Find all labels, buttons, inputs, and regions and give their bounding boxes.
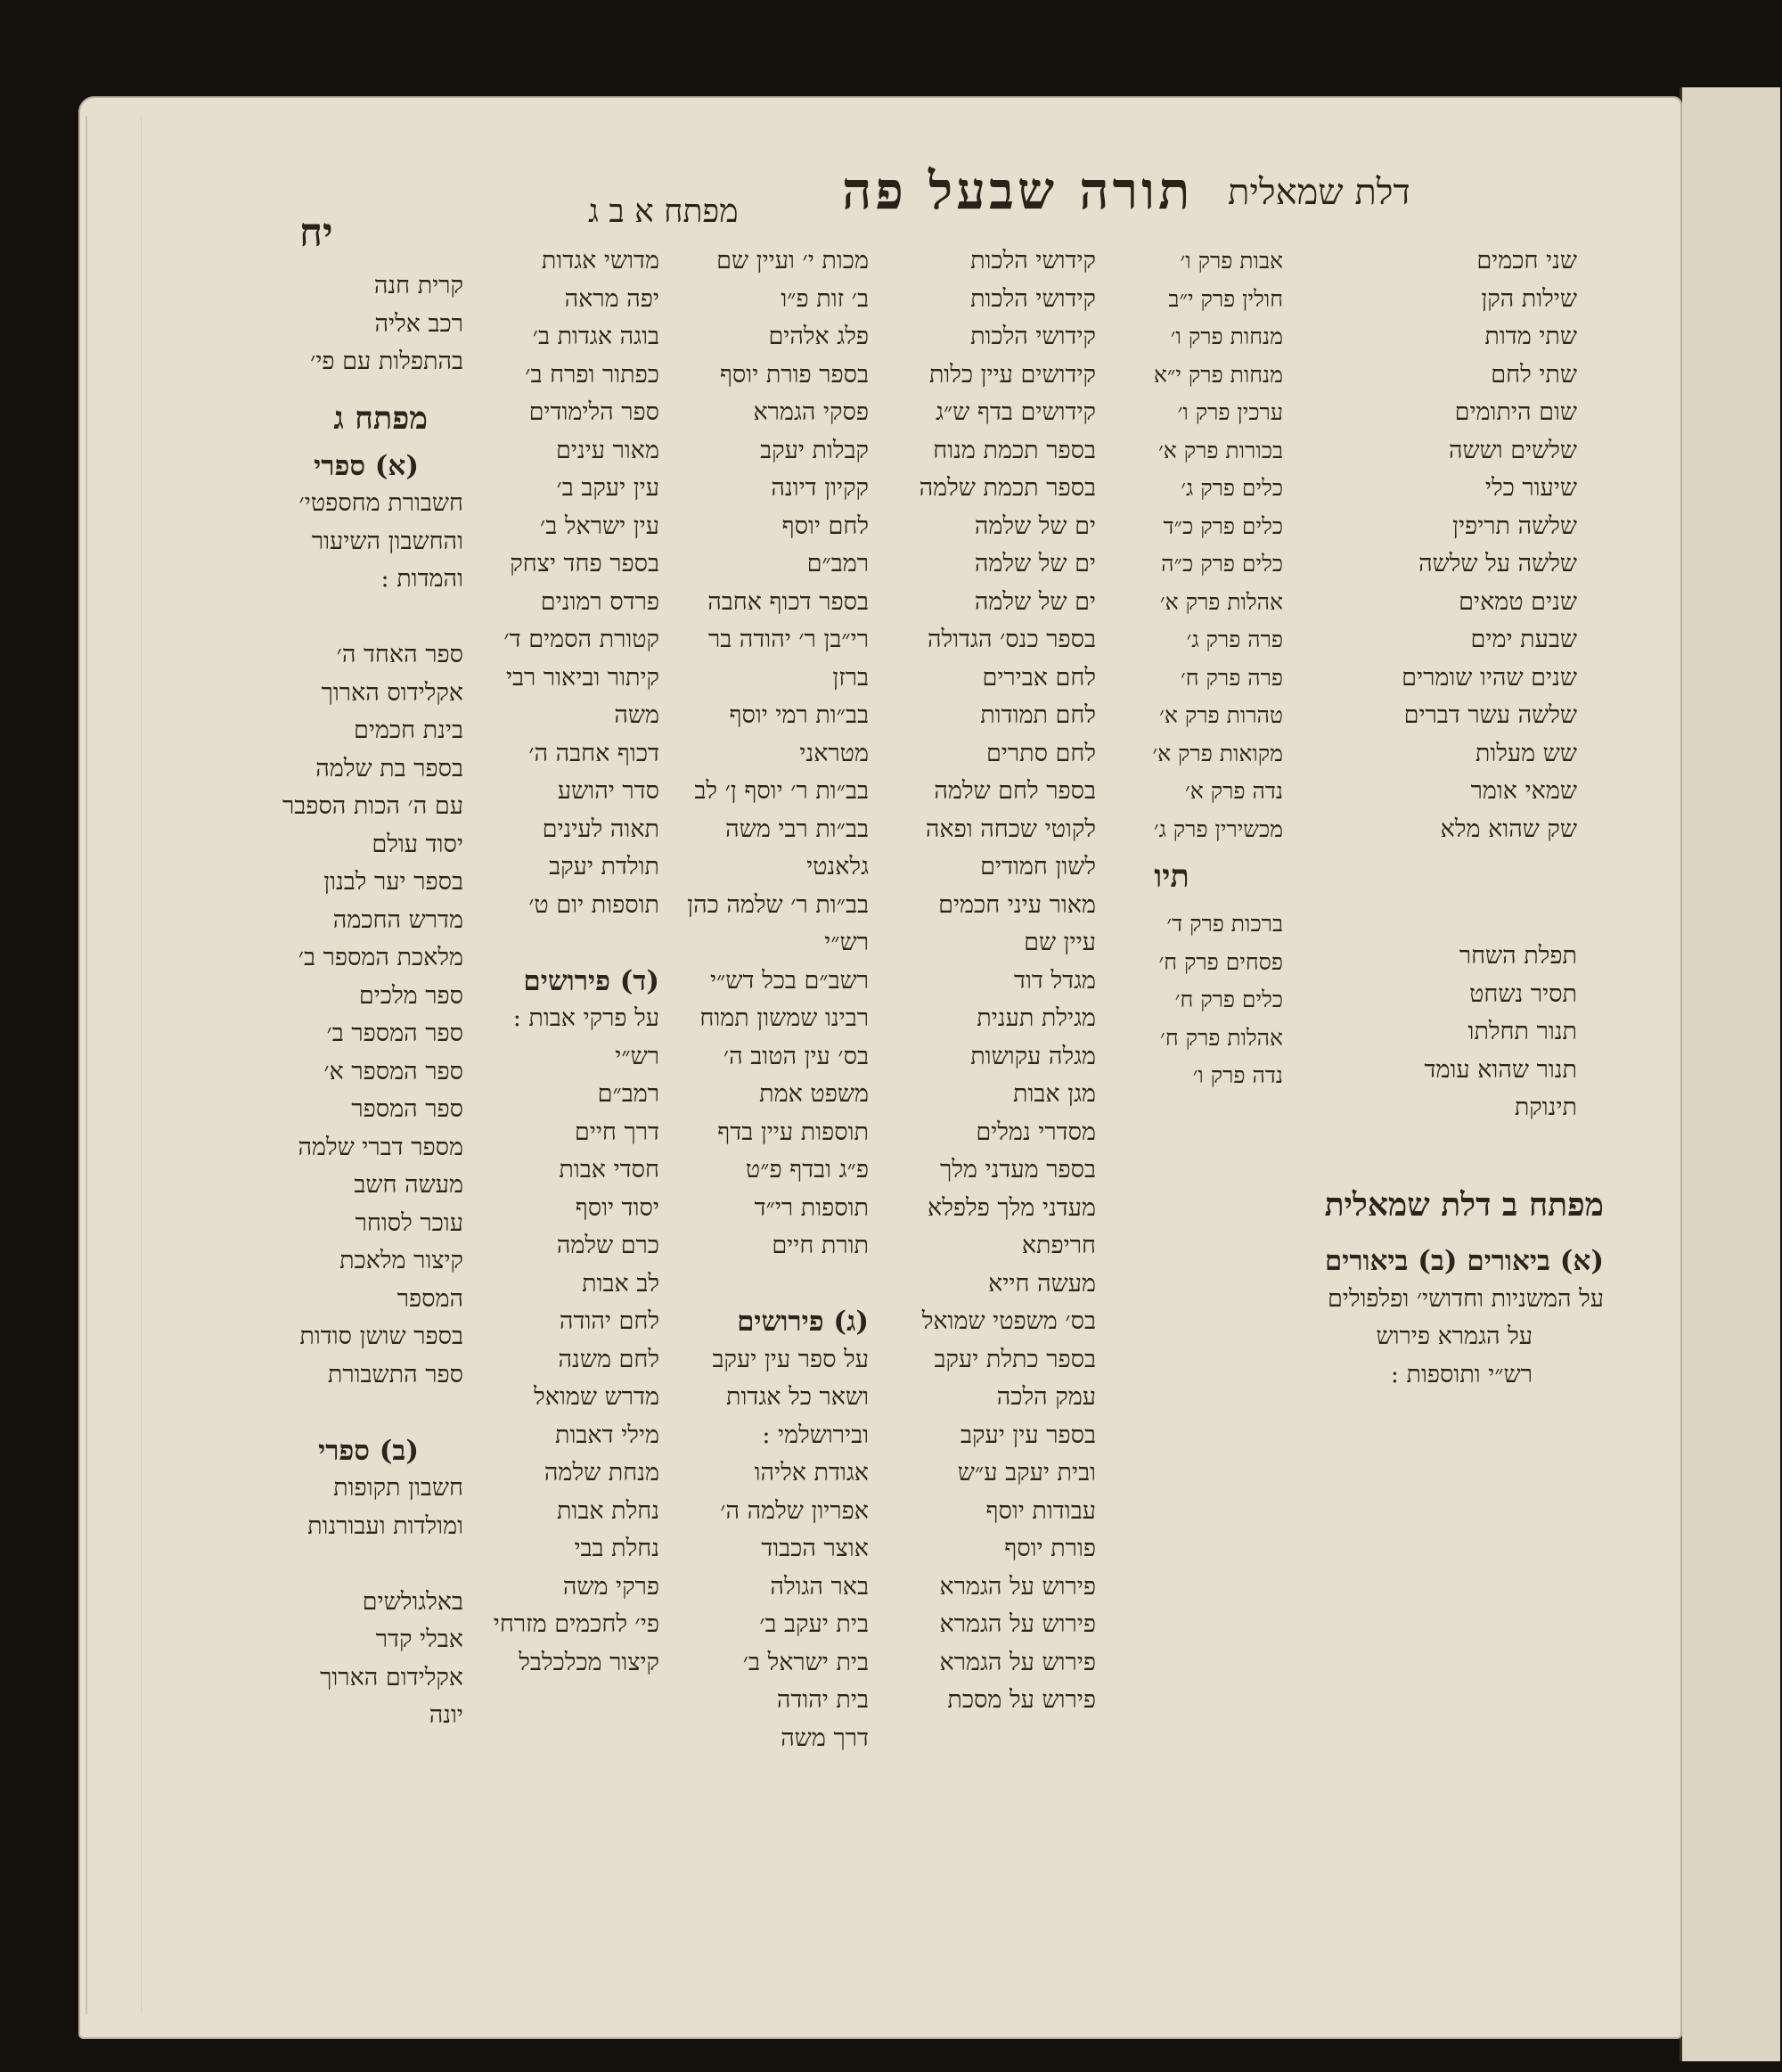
- book-line: בינת חכמים: [353, 717, 463, 744]
- book-line: ים של שלמה: [974, 587, 1096, 616]
- section-title-tav: תיו: [1154, 858, 1189, 895]
- book-line: רשב״ם בכל דש״י: [710, 966, 869, 995]
- book-line: קטורת הסמים ד׳: [503, 626, 659, 653]
- key-b-heading: מפתח ב דלת שמאלית: [1324, 1186, 1604, 1224]
- book-line: בב״ות רמי יוסף: [729, 701, 869, 729]
- book-line: בספר עין יעקב: [960, 1421, 1096, 1449]
- title-line: שלשה תריפין: [1452, 512, 1577, 540]
- section-heading-books-a: (א) ספרי: [314, 449, 419, 482]
- book-line: משה: [614, 701, 659, 729]
- book-line: נחלת אבות: [556, 1496, 659, 1525]
- key-b-intro-line: רש״י ותוספות :: [1390, 1360, 1533, 1388]
- book-line: דרך חיים: [574, 1118, 659, 1146]
- book-line: קרית חנה: [373, 272, 463, 299]
- title-line: שלשים וששה: [1448, 436, 1577, 464]
- book-line: מכות י׳ ועיין שם: [716, 247, 869, 274]
- title-line: שבעת ימים: [1470, 626, 1577, 653]
- reference-line: אבות פרק ו׳: [1180, 248, 1283, 274]
- book-line: תוספות יום ט׳: [528, 890, 659, 919]
- book-line: ספר הלימודים: [528, 398, 659, 426]
- book-line: עמק הלכה: [996, 1383, 1096, 1411]
- book-line: קידושים בדף ש״ג: [936, 398, 1096, 426]
- spacer: [637, 1265, 869, 1304]
- book-line: מגלה עקושות: [970, 1042, 1096, 1070]
- title-line: שיעור כלי: [1484, 474, 1577, 502]
- book-line: מסדרי נמלים: [976, 1118, 1096, 1146]
- book-line: והחשבון השיעור: [311, 527, 463, 555]
- book-line: פירוש על הגמרא: [939, 1610, 1096, 1638]
- book-line: תוספות רי״ד: [754, 1193, 869, 1222]
- book-line: מלאכת המספר ב׳: [298, 944, 463, 971]
- book-line: רכב אליה: [374, 309, 463, 338]
- section-heading-books-b: (ב) ספרי: [318, 1434, 419, 1467]
- book-line: בהתפלות עם פי׳: [310, 348, 463, 375]
- book-line: פירוש על הגמרא: [939, 1572, 1096, 1601]
- book-line: בספר כנס׳ הגדולה: [927, 626, 1096, 653]
- book-line: חריפתא: [1021, 1232, 1096, 1259]
- book-line: מגן אבות: [1013, 1080, 1096, 1108]
- book-line: ושאר כל אגדות: [726, 1383, 869, 1411]
- book-line: פלג אלהים: [768, 323, 869, 350]
- header-key-label: מפתח א ב ג: [588, 193, 739, 230]
- book-line: מעשה חייא: [988, 1269, 1096, 1298]
- title-line: תסיר נשחט: [1469, 979, 1577, 1008]
- key-c-heading: מפתח ג: [333, 399, 428, 437]
- book-line: פורת יוסף: [1004, 1535, 1096, 1562]
- book-line: בב״ות רבי משה: [725, 815, 869, 843]
- reference-line: ברכות פרק ד׳: [1166, 911, 1283, 937]
- book-line: ב׳ זות פ״ו: [781, 284, 869, 313]
- book-line: באלגולשים: [362, 1587, 463, 1616]
- book-line: יפה מראה: [564, 284, 659, 313]
- book-line: בספר תכמת מנוח: [933, 436, 1096, 464]
- title-line: שלשה עשר דברים: [1403, 701, 1577, 729]
- book-line: סדר יהושע: [557, 777, 659, 805]
- spacer: [241, 599, 463, 637]
- book-line: ספר התשבורת: [327, 1360, 463, 1388]
- title-line: שש מעלות: [1475, 739, 1577, 767]
- book-line: לחם אבירים: [982, 663, 1096, 692]
- book-line: בס׳ משפטי שמואל: [921, 1307, 1096, 1335]
- book-line: בספר מעדני מלך: [940, 1156, 1096, 1183]
- reference-line: מקואות פרק א׳: [1152, 740, 1283, 766]
- book-line: בספר בת שלמה: [315, 754, 463, 782]
- book-line: פרקי משה: [562, 1572, 659, 1601]
- book-line: אקלידוס הארוך: [321, 678, 463, 707]
- reference-line: אהלות פרק ח׳: [1160, 1024, 1283, 1051]
- book-line: על ספר עין יעקב: [712, 1345, 869, 1373]
- book-line: בספר יער לבנון: [323, 868, 463, 896]
- title-line: שני חכמים: [1476, 247, 1577, 274]
- page-stack-edge: [86, 116, 142, 2014]
- book-line: עוכר לסוחר: [355, 1208, 463, 1237]
- reference-line: פסחים פרק ח׳: [1158, 948, 1283, 975]
- book-line: מספר דברי שלמה: [298, 1133, 463, 1161]
- book-line: ים של שלמה: [974, 550, 1096, 577]
- book-line: נחלת בבי: [574, 1535, 659, 1562]
- column-books-6: [241, 267, 463, 1735]
- book-line: פי׳ לחכמים מזרחי: [493, 1610, 659, 1638]
- key-b-block: [1140, 1176, 1604, 1394]
- title-line: שק שהוא מלא: [1440, 815, 1577, 843]
- book-line: דכוף אחבה ה׳: [528, 739, 659, 767]
- book-line: חסדי אבות: [559, 1156, 659, 1183]
- book-line: מעשה חשב: [354, 1171, 463, 1199]
- book-line: קקיון דיונה: [771, 474, 869, 502]
- key-b-intro-line: (א) ביאורים (ב) ביאורים: [1324, 1245, 1604, 1277]
- header-left-label: דלת שמאלית: [1228, 172, 1410, 213]
- reference-line: כלים פרק ג׳: [1181, 475, 1283, 501]
- book-line: לשון חמודים: [980, 853, 1096, 880]
- book-line: בוגה אגדות ב׳: [532, 323, 659, 350]
- book-line: ובית יעקב ע״ש: [957, 1459, 1096, 1486]
- book-line: בספר שושן סודות: [299, 1323, 463, 1350]
- book-line: רמב״ם: [806, 550, 869, 577]
- book-line: מעדני מלך פלפלא: [928, 1193, 1096, 1222]
- book-line: רבינו שמשון תמוח: [699, 1004, 869, 1032]
- book-line: יונה: [429, 1701, 463, 1729]
- book-line: ספר מלכים: [358, 981, 463, 1010]
- spacer: [241, 1394, 463, 1432]
- book-line: רש״י: [615, 1042, 659, 1070]
- book-line: תורת חיים: [772, 1232, 869, 1259]
- reference-line: כלים פרק ח׳: [1174, 987, 1283, 1012]
- book-line: קבלות יעקב: [760, 436, 869, 464]
- book-line: פרדס רמונים: [540, 587, 659, 616]
- spacer: [446, 924, 659, 962]
- book-line: לחם יוסף: [781, 512, 869, 540]
- book-line: אבלי קדר: [375, 1626, 463, 1653]
- book-line: ספר המספר: [351, 1095, 463, 1123]
- book-line: לקוטי שכחה ופאה: [925, 815, 1096, 843]
- book-line: מאור עינים: [555, 436, 659, 464]
- book-line: תולדת יעקב: [549, 853, 659, 880]
- reference-line: חולין פרק י״ב: [1168, 285, 1283, 312]
- book-line: בספר פורת יוסף: [719, 360, 869, 389]
- book-line: לחם יהודה: [559, 1307, 659, 1335]
- book-line: קיצור מכלכלבל: [519, 1648, 659, 1676]
- book-line: מגילת תענית: [977, 1004, 1096, 1032]
- book-line: לחם סתרים: [985, 739, 1096, 767]
- title-line: שתי לחם: [1491, 360, 1577, 389]
- title-line: שתי מדות: [1484, 323, 1577, 350]
- book-line: קידושי הלכות: [970, 284, 1096, 313]
- book-line: מילי דאבות: [555, 1421, 659, 1449]
- title-line: שנים שהיו שומרים: [1402, 663, 1577, 692]
- book-line: המספר: [396, 1284, 463, 1313]
- book-line: עין ישראל ב׳: [540, 512, 659, 540]
- book-line: ים של שלמה: [974, 512, 1096, 540]
- reference-line: נדה פרק א׳: [1185, 778, 1283, 804]
- book-line: עין יעקב ב׳: [556, 474, 659, 502]
- book-line: קידושים עיין כלות: [928, 360, 1096, 389]
- book-line: ספר המספר ב׳: [326, 1020, 463, 1047]
- book-line: אוצר הכבוד: [761, 1535, 869, 1562]
- section-heading-perushim-4: (ד) פירושים: [523, 964, 659, 997]
- facing-page-edge: [1680, 87, 1780, 2061]
- book-line: פירוש על מסכת: [947, 1686, 1096, 1714]
- book-line: אקלידום הארוך: [320, 1663, 463, 1691]
- book-line: פ״ג ובדף פ״ט: [745, 1156, 869, 1183]
- book-line: יסוד עולם: [372, 830, 463, 858]
- book-line: יסוד יוסף: [575, 1193, 659, 1222]
- book-line: פסקי הגמרא: [753, 398, 869, 426]
- book-line: לב אבות: [582, 1269, 659, 1298]
- book-line: על פרקי אבות :: [512, 1004, 659, 1032]
- column-books-4: [637, 242, 869, 1757]
- spacer: [1328, 848, 1577, 884]
- book-line: עבודות יוסף: [985, 1496, 1096, 1525]
- book-line: חשבון תקופות: [333, 1474, 463, 1502]
- reference-line: פרה פרק ג׳: [1186, 627, 1283, 652]
- section-heading-perushim-3: (ג) פירושים: [737, 1306, 869, 1338]
- book-line: בספר כתלת יעקב: [934, 1345, 1096, 1373]
- book-line: בית יהודה: [776, 1686, 869, 1714]
- book-line: מדרש החכמה: [332, 905, 463, 934]
- book-line: גלאנטי: [806, 853, 869, 880]
- book-line: רי״בן ר׳ יהודה בר: [707, 626, 869, 653]
- column-titles: [1328, 242, 1577, 1127]
- book-line: בב״ות ר׳ יוסף ן׳ לב: [694, 777, 869, 805]
- book-line: קיצור מלאכת: [339, 1247, 463, 1274]
- book-line: מדושי אגדות: [541, 247, 659, 274]
- book-line: באר הגולה: [770, 1572, 869, 1601]
- book-line: בית יעקב ב׳: [759, 1610, 869, 1638]
- title-line: תינוקת: [1514, 1093, 1577, 1121]
- reference-line: כלים פרק כ״ה: [1161, 551, 1283, 577]
- book-line: בספר תכמת שלמה: [919, 474, 1096, 502]
- reference-line: פרה פרק ח׳: [1181, 664, 1283, 691]
- book-line: מאור עיני חכמים: [938, 890, 1096, 919]
- reference-line: נדה פרק ו׳: [1192, 1062, 1283, 1088]
- book-line: ספר המספר א׳: [323, 1057, 463, 1085]
- book-line: קידושי הלכות: [970, 247, 1096, 274]
- spacer: [241, 381, 463, 390]
- book-line: בספר פחד יצחק: [510, 550, 659, 577]
- book-line: עיין שם: [1024, 929, 1096, 956]
- page-header-title: תורה שבעל פה: [842, 160, 1194, 221]
- book-line: בב״ות ר׳ שלמה כהן: [687, 890, 869, 919]
- book-line: בית ישראל ב׳: [742, 1648, 869, 1676]
- column-books-3: [864, 242, 1096, 1720]
- book-line: מגדל דוד: [1014, 966, 1096, 995]
- book-line: מנחת שלמה: [544, 1459, 659, 1486]
- reference-line: כלים פרק כ״ד: [1163, 512, 1283, 539]
- book-line: אגודת אליהו: [754, 1459, 869, 1486]
- book-line: לחם תמודות: [980, 701, 1096, 729]
- title-line: שלשה על שלשה: [1418, 550, 1577, 577]
- book-line: דרך משה: [781, 1724, 869, 1752]
- book-line: פירוש על הגמרא: [939, 1648, 1096, 1676]
- book-line: מדרש שמואל: [534, 1383, 659, 1411]
- book-line: מטראני: [799, 739, 869, 767]
- book-line: קידושי הלכות: [970, 323, 1096, 350]
- title-line: תפלת השחר: [1459, 942, 1577, 970]
- reference-line: טהרות פרק א׳: [1159, 702, 1283, 728]
- book-line: תוספות עיין בדף: [717, 1118, 869, 1146]
- book-line: בס׳ עין הטוב ה׳: [723, 1042, 869, 1070]
- reference-line: אהלות פרק א׳: [1159, 588, 1283, 615]
- reference-line: בכורות פרק א׳: [1157, 437, 1283, 463]
- reference-line: מנחות פרק ו׳: [1170, 323, 1283, 349]
- reference-line: מנחות פרק י״א: [1153, 361, 1283, 388]
- book-line: כרם שלמה: [556, 1232, 659, 1259]
- title-line: תנור תחלתו: [1467, 1018, 1577, 1045]
- book-line: רש״י: [824, 929, 869, 956]
- reference-line: ערכין פרק ו׳: [1177, 399, 1283, 425]
- book-line: ובירושלמי :: [762, 1421, 869, 1449]
- book-line: ספר האחד ה׳: [336, 641, 463, 668]
- book-line: בספר דכוף אחבה: [707, 587, 869, 616]
- book-line: לחם משנה: [558, 1345, 659, 1373]
- key-b-intro-line: על הגמרא פירוש: [1376, 1323, 1533, 1350]
- book-line: חשבורת מחספטי׳: [298, 489, 463, 517]
- book-line: עם ה׳ הכות הספבר: [282, 792, 463, 820]
- book-line: ומולדות ועבורנות: [307, 1511, 463, 1540]
- book-line: משפט אמת: [759, 1080, 869, 1108]
- page-number: יח: [299, 210, 333, 256]
- book-line: ברזן: [832, 663, 869, 692]
- book-line: אפריון שלמה ה׳: [720, 1496, 869, 1525]
- title-line: שום היתומים: [1454, 398, 1577, 426]
- book-line: רמב״ם: [597, 1080, 659, 1108]
- book-line: קיתור וביאור רבי: [505, 663, 659, 692]
- title-line: שמאי אומר: [1470, 777, 1577, 805]
- book-line: כפתור ופרח ב׳: [525, 360, 659, 389]
- title-line: שנים טמאים: [1459, 587, 1577, 616]
- key-b-intro-line: על המשניות וחדושי׳ ופלפולים: [1327, 1284, 1604, 1313]
- title-line: שילות הקן: [1481, 284, 1577, 313]
- book-line: בספר לחם שלמה: [934, 777, 1096, 805]
- book-line: תאוה לעינים: [542, 815, 659, 843]
- column-books-5: [446, 242, 659, 1682]
- book-line: והמדות :: [380, 565, 463, 593]
- reference-line: מכשירין פרק ג׳: [1153, 815, 1283, 842]
- spacer: [241, 1545, 463, 1584]
- title-line: תנור שהוא עומד: [1424, 1055, 1577, 1084]
